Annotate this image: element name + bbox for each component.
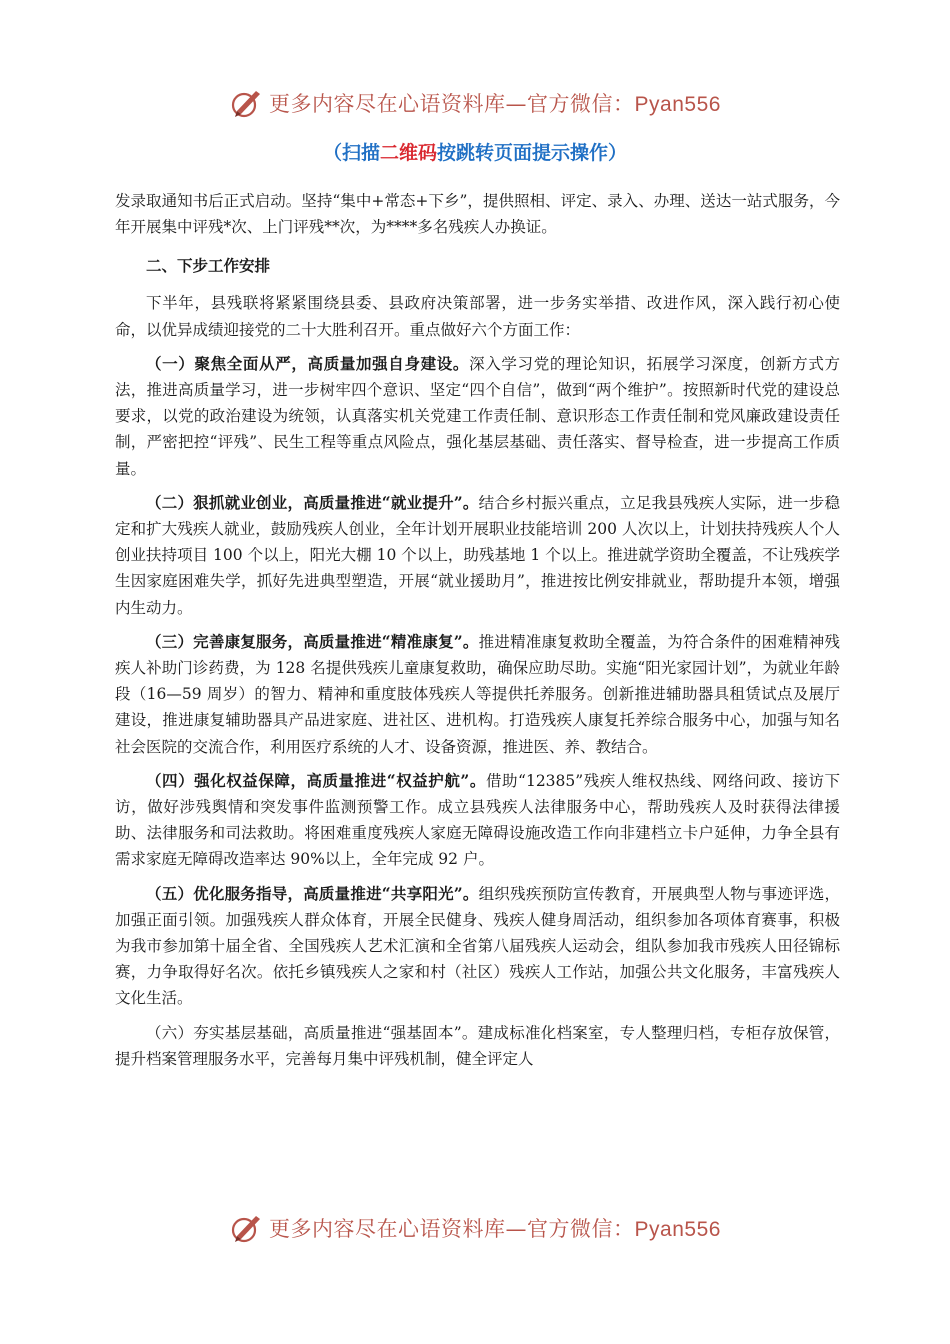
work-item-body: 借助“12385”残疾人维权热线、网络问政、接访下访，做好涉残舆情和突发事件监测预警工作。成立县残疾人法律服务中心，帮助残疾人及时获得法律援助、法律服务和司法救助。将困难重度残疾人家庭无障碍设施改造工作向非建档立卡户延伸，力争全县有需求家庭无障碍改造率达 90%以上，全年完成 92 户。	[115, 771, 840, 869]
work-item-title: （三）完善康复服务，高质量推进“精准康复”。	[146, 631, 479, 651]
work-item-body: 推进精准康复救助全覆盖，为符合条件的困难精神残疾人补助门诊药费，为 128 名提供残疾儿童康复救助，确保应助尽助。实施“阳光家园计划”，为就业年龄段（16—59 周岁）的智力、精神和重度肢体残疾人等提供托养服务。创新推进辅助器具租赁试点及展厅建设，推进康复辅助器具产品进家庭、进社区、进机构。打造残疾人康复托养综合服务中心，加强与知名社会医院的交流合作，利用医疗系统的人才、设备资源，推进医、养、教结合。	[115, 632, 840, 756]
watermark-text-cn: 更多内容尽在心语资料库—官方微信：	[269, 1217, 635, 1241]
work-item-title: （一）聚焦全面从严，高质量加强自身建设。	[146, 353, 470, 373]
watermark-wechat-id: Pyan556	[634, 1218, 721, 1241]
scan-hint-close: ）	[608, 142, 628, 164]
work-item-body: 组织残疾预防宣传教育，开展典型人物与事迹评选，加强正面引领。加强残疾人群众体育，开展全民健身、残疾人健身周活动，组织参加各项体育赛事，积极为我市参加第十届全省、全国残疾人艺术汇演和全省第八届残疾人运动会，组队参加我市残疾人田径锦标赛，力争取得好名次。依托乡镇残疾人之家和村（社区）残疾人工作站，加强公共文化服务，丰富残疾人文化生活。	[115, 884, 840, 1008]
work-item-body: 结合乡村振兴重点，立足我县残疾人实际，进一步稳定和扩大残疾人就业，鼓励残疾人创业，全年计划开展职业技能培训 200 人次以上，计划扶持残疾人个人创业扶持项目 100 个以上，阳光大棚 10 个以上，助残基地 1 个以上。推进就学资助全覆盖，不让残疾学生因家庭困难失学，抓好先进典型塑造，开展“就业援助月”，推进按比例安排就业，帮助提升本领，增强内生动力。	[115, 493, 840, 617]
scan-hint-open: （	[322, 142, 342, 164]
work-item-title: （五）优化服务指导，高质量推进“共享阳光”。	[146, 883, 479, 903]
watermark-text	[269, 88, 721, 118]
section-heading: 二、下步工作安排	[146, 256, 271, 276]
scan-hint-qr-word: 二维码	[379, 142, 437, 164]
document-body	[115, 188, 840, 1080]
work-item-title: （四）强化权益保障，高质量推进“权益护航”。	[146, 770, 486, 790]
work-item-3	[115, 629, 840, 760]
watermark-text	[269, 1213, 721, 1243]
intro-paragraph: 发录取通知书后正式启动。坚持“集中+常态+下乡”，提供照相、评定、录入、办理、送达一站式服务，今年开展集中评残*次、上门评残**次，为****多名残疾人办换证。	[115, 192, 840, 237]
work-item-title: （二）狠抓就业创业，高质量推进“就业提升”。	[146, 492, 479, 512]
watermark-wechat-id: Pyan556	[634, 93, 721, 116]
work-item-body: （六）夯实基层基础，高质量推进“强基固本”。建成标准化档案室，专人整理归档，专柜存放保管，提升档案管理服务水平，完善每月集中评残机制，健全评定人	[115, 1023, 840, 1068]
work-item-6	[115, 1020, 840, 1072]
lead-paragraph: 下半年，县残联将紧紧围绕县委、县政府决策部署，进一步务实举措、改进作风，深入践行初心使命，以优异成绩迎接党的二十大胜利召开。重点做好六个方面工作：	[115, 294, 840, 339]
watermark-text-cn: 更多内容尽在心语资料库—官方微信：	[269, 92, 635, 116]
work-item-2	[115, 490, 840, 621]
header-watermark-banner	[0, 83, 950, 123]
work-item-body: 深入学习党的理论知识，拓展学习深度，创新方式方法，推进高质量学习，进一步树牢四个意识、坚定“四个自信”，做到“两个维护”。按照新时代党的建设总要求，以党的政治建设为统领，认真落实机关党建工作责任制、意识形态工作责任制和党风廉政建设责任制，严密把控“评残”、民生工程等重点风险点，强化基层基础、责任落实、督导检查，进一步提高工作质量。	[115, 354, 840, 478]
work-item-4	[115, 768, 840, 873]
work-item-1	[115, 351, 840, 482]
pen-logo-icon	[229, 1210, 265, 1246]
scan-qr-hint	[0, 138, 950, 165]
work-item-5	[115, 881, 840, 1012]
pen-logo-icon	[229, 85, 265, 121]
scan-hint-part3: 按跳转页面提示操作	[437, 142, 609, 164]
scan-hint-part1: 扫描	[341, 142, 380, 164]
footer-watermark-banner	[0, 1208, 950, 1248]
